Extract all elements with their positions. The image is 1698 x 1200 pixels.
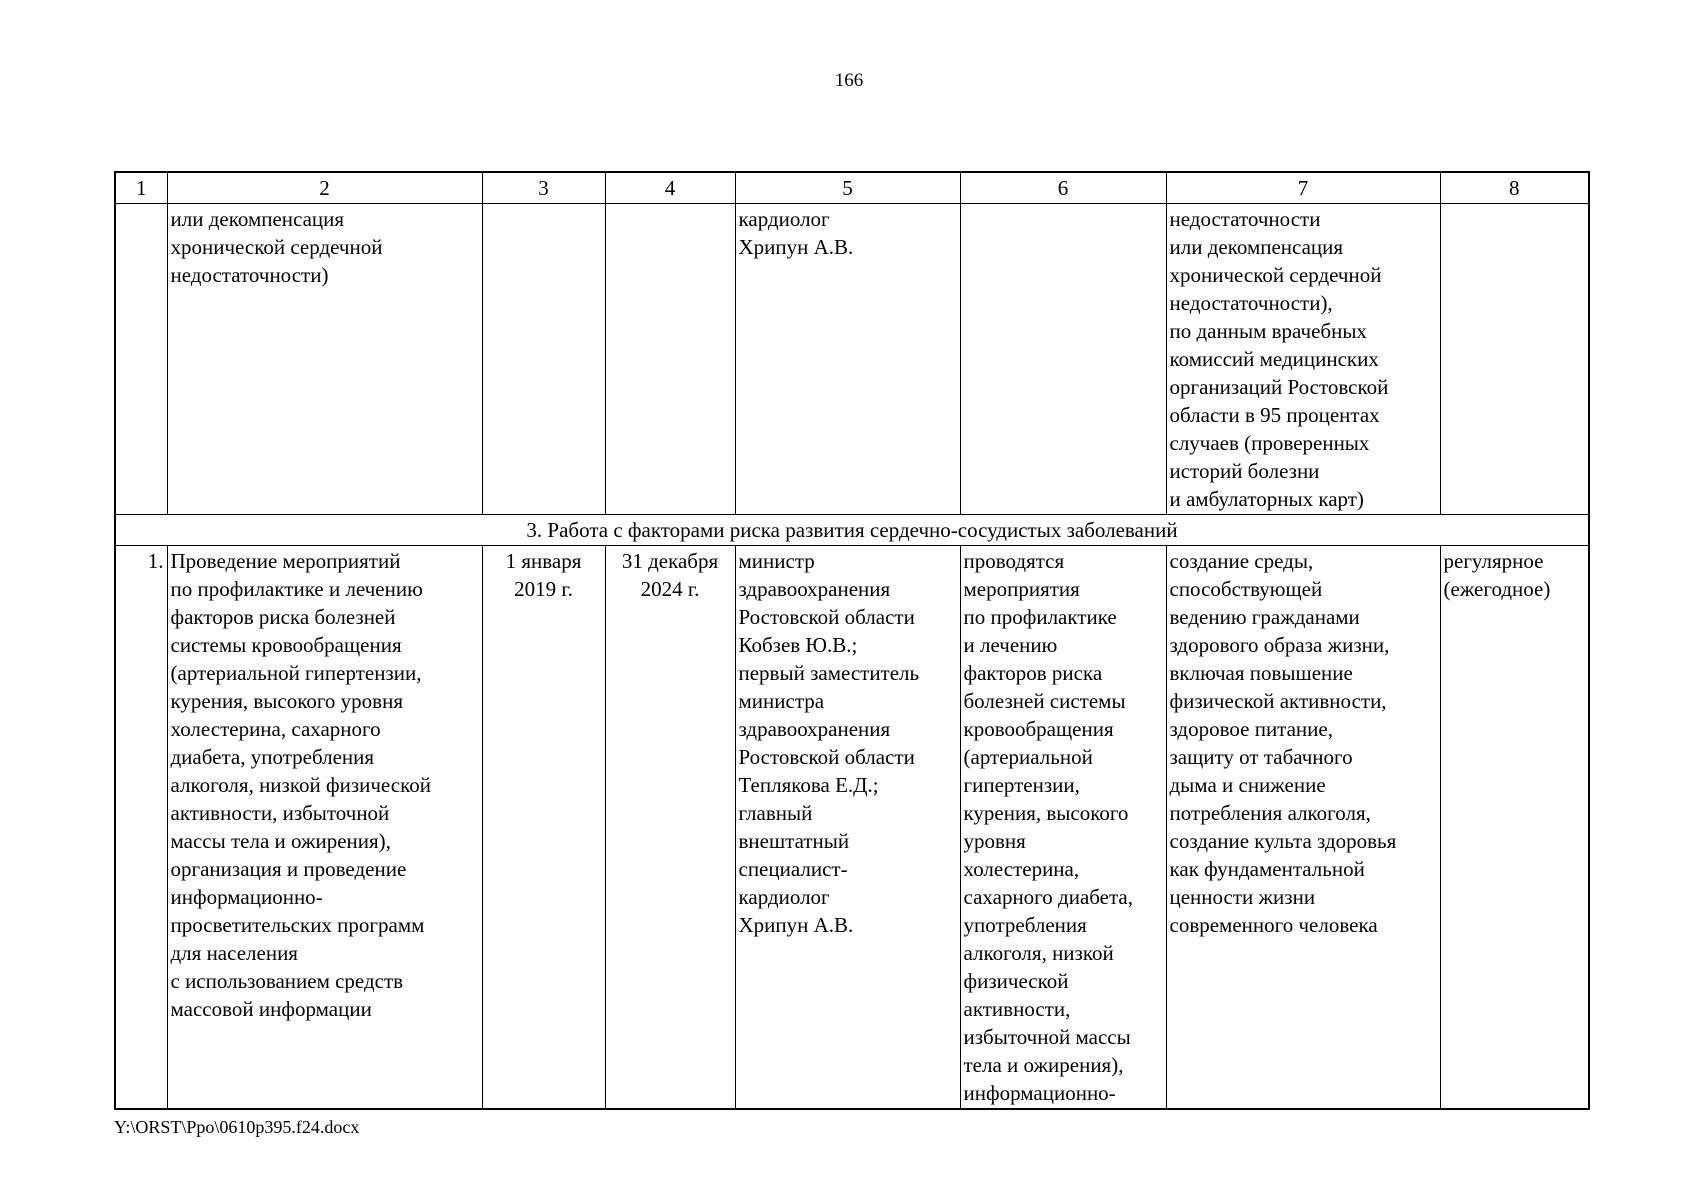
header-cell: 8 — [1440, 172, 1589, 204]
text-line: здравоохранения — [738, 717, 891, 741]
cell-col2 — [167, 204, 482, 515]
text-line: гипертензии, — [963, 773, 1080, 797]
cell-col6 — [960, 204, 1166, 515]
text-line: Ростовской области — [738, 745, 915, 769]
text-line: главный — [738, 801, 813, 825]
text-line: (ежегодное) — [1443, 577, 1551, 601]
text-line: просветительских программ — [170, 913, 425, 937]
header-cell: 7 — [1166, 172, 1440, 204]
text-line: диабета, употребления — [170, 745, 375, 769]
cell-end-date — [605, 546, 735, 1110]
text-line: создание среды, — [1169, 549, 1314, 573]
text-line: холестерина, сахарного — [170, 717, 381, 741]
table-row — [115, 546, 1589, 1110]
text-line: сахарного диабета, — [963, 885, 1133, 909]
text-line: Проведение мероприятий — [170, 549, 401, 573]
header-cell: 2 — [167, 172, 482, 204]
text-line: мероприятия — [963, 577, 1080, 601]
text-line: недостаточности), — [1169, 291, 1333, 315]
text-line: недостаточности) — [170, 263, 329, 287]
text-line: потребления алкоголя, — [1169, 801, 1371, 825]
text-line: или декомпенсация — [170, 207, 345, 231]
text-line: 2024 г. — [640, 577, 700, 601]
text-line: организация и проведение — [170, 857, 407, 881]
text-line: кровообращения — [963, 717, 1114, 741]
cell-col5 — [735, 204, 960, 515]
text-line: кардиолог — [738, 207, 830, 231]
text-line: хронической сердечной — [1169, 263, 1382, 287]
text-line: активности, избыточной — [170, 801, 390, 825]
text-line: и лечению — [963, 633, 1058, 657]
text-line: хронической сердечной — [170, 235, 383, 259]
text-line: кардиолог — [738, 885, 830, 909]
cell-effect — [1166, 546, 1440, 1110]
text-line: физической — [963, 969, 1069, 993]
cell-col1 — [115, 204, 167, 515]
header-cell: 5 — [735, 172, 960, 204]
cell-col8 — [1440, 204, 1589, 515]
text-line: министра — [738, 689, 825, 713]
cell-col3 — [482, 204, 605, 515]
text-line: способствующей — [1169, 577, 1323, 601]
text-line: комиссий медицинских — [1169, 347, 1379, 371]
text-line: Теплякова Е.Д.; — [738, 773, 879, 797]
text-line: здорового образа жизни, — [1169, 633, 1390, 657]
cell-col7 — [1166, 204, 1440, 515]
text-line: Хрипун А.В. — [738, 235, 854, 259]
text-line: с использованием средств — [170, 969, 404, 993]
cell-col4 — [605, 204, 735, 515]
file-path-footer: Y:\ORST\Ppo\0610p395.f24.docx — [114, 1117, 360, 1137]
header-cell: 1 — [115, 172, 167, 204]
text-line: системы кровообращения — [170, 633, 402, 657]
row-number: 1. — [115, 546, 167, 1110]
text-line: Ростовской области — [738, 605, 915, 629]
text-line: здравоохранения — [738, 577, 891, 601]
text-line: употребления — [963, 913, 1087, 937]
text-line: создание культа здоровья — [1169, 829, 1397, 853]
text-line: болезней системы — [963, 689, 1126, 713]
page-number: 166 — [834, 70, 864, 91]
text-line: ведению гражданами — [1169, 605, 1360, 629]
text-line: курения, высокого уровня — [170, 689, 403, 713]
text-line: по профилактике и лечению — [170, 577, 423, 601]
cell-result — [960, 546, 1166, 1110]
text-line: регулярное — [1443, 549, 1544, 573]
text-line: алкоголя, низкой физической — [170, 773, 431, 797]
text-line: и амбулаторных карт) — [1169, 487, 1364, 511]
section-title: 3. Работа с факторами риска развития сердечно-сосудистых заболеваний — [115, 515, 1589, 546]
header-cell: 4 — [605, 172, 735, 204]
text-line: случаев (проверенных — [1169, 431, 1370, 455]
text-line: холестерина, — [963, 857, 1080, 881]
text-line: недостаточности — [1169, 207, 1321, 231]
text-line: физической активности, — [1169, 689, 1387, 713]
text-line: современного человека — [1169, 913, 1378, 937]
text-line: внештатный — [738, 829, 850, 853]
text-line: факторов риска — [963, 661, 1103, 685]
text-line: или декомпенсация — [1169, 235, 1344, 259]
cell-start-date — [482, 546, 605, 1110]
text-line: Хрипун А.В. — [738, 913, 854, 937]
text-line: по данным врачебных — [1169, 319, 1367, 343]
text-line: историй болезни — [1169, 459, 1320, 483]
text-line: массовой информации — [170, 997, 372, 1021]
text-line: здоровое питание, — [1169, 717, 1333, 741]
text-line: ценности жизни — [1169, 885, 1316, 909]
text-line: для населения — [170, 941, 298, 965]
text-line: избыточной массы — [963, 1025, 1131, 1049]
text-line: области в 95 процентах — [1169, 403, 1380, 427]
text-line: информационно- — [170, 885, 323, 909]
text-line: факторов риска болезней — [170, 605, 396, 629]
header-cell: 6 — [960, 172, 1166, 204]
text-line: тела и ожирения), — [963, 1053, 1124, 1077]
column-number-header-row — [115, 172, 1589, 204]
text-line: (артериальной гипертензии, — [170, 661, 422, 685]
text-line: первый заместитель — [738, 661, 920, 685]
text-line: активности, — [963, 997, 1071, 1021]
text-line: специалист- — [738, 857, 848, 881]
text-line: министр — [738, 549, 815, 573]
text-line: 2019 г. — [514, 577, 573, 601]
text-line: по профилактике — [963, 605, 1117, 629]
cell-measure — [167, 546, 482, 1110]
text-line: защиту от табачного — [1169, 745, 1353, 769]
header-cell: 3 — [482, 172, 605, 204]
cell-periodicity — [1440, 546, 1589, 1110]
text-line: Кобзев Ю.В.; — [738, 633, 858, 657]
text-line: массы тела и ожирения), — [170, 829, 391, 853]
text-line: организаций Ростовской — [1169, 375, 1389, 399]
text-line: проводятся — [963, 549, 1065, 573]
text-line: информационно- — [963, 1081, 1116, 1105]
text-line: как фундаментальной — [1169, 857, 1365, 881]
section-row — [115, 515, 1589, 546]
text-line: 1 января — [505, 549, 582, 573]
text-line: 31 декабря — [621, 549, 719, 573]
cell-responsible — [735, 546, 960, 1110]
text-line: уровня — [963, 829, 1026, 853]
text-line: (артериальной — [963, 745, 1093, 769]
text-line: курения, высокого — [963, 801, 1129, 825]
continuation-row — [115, 204, 1589, 515]
text-line: включая повышение — [1169, 661, 1353, 685]
document-table — [114, 171, 1590, 1110]
text-line: дыма и снижение — [1169, 773, 1326, 797]
text-line: алкоголя, низкой — [963, 941, 1114, 965]
